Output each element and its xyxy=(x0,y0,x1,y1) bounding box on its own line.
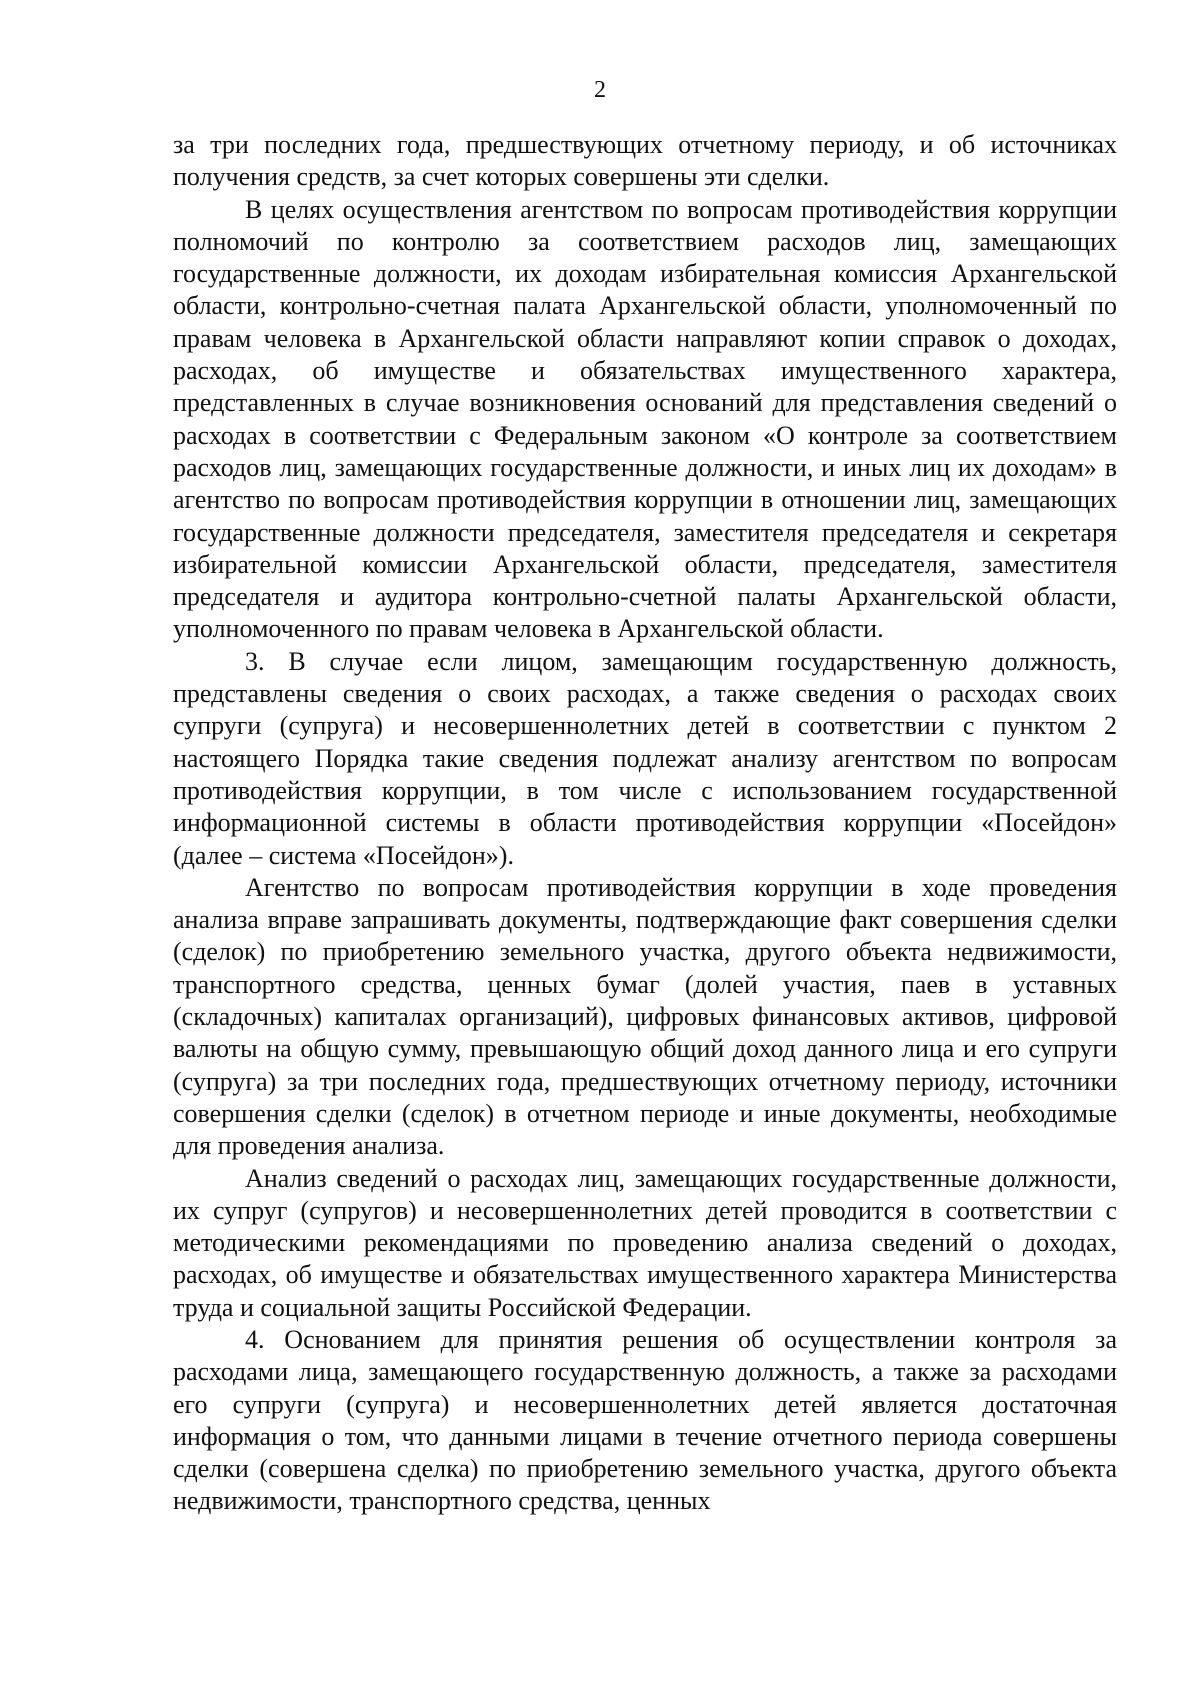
page-number: 2 xyxy=(594,77,606,103)
document-body xyxy=(173,129,1117,1518)
paragraph-copies-of-declarations: В целях осуществления агентством по вопросам противодействия коррупции полномочий по контролю за соответствием расходов лиц, замещающих государственные должности, их доходам избирательная комиссия Архангельской области, контрольно-счетная палата Архангельской области, уполномоченный по правам человека в Архангельской области направляют копии справок о доходах, расходах, об имуществе и обязательствах имущественного характера, представленных в случае возникновения оснований для представления сведений о расходах в соответствии с Федеральным законом «О контроле за соответствием расходов лиц, замещающих государственные должности, и иных лиц их доходам» в агентство по вопросам противодействия коррупции в отношении лиц, замещающих государственные должности председателя, заместителя председателя и секретаря избирательной комиссии Архангельской области, председателя, заместителя председателя и аудитора контрольно-счетной палаты Архангельской области, уполномоченного по правам человека в Архангельской области. xyxy=(173,194,1117,644)
paragraph-continuation: за три последних года, предшествующих отчетному периоду, и об источниках получения средств, за счет которых совершены эти сделки. xyxy=(173,130,1117,192)
paragraph-agency-requests: Агентство по вопросам противодействия коррупции в ходе проведения анализа вправе запрашивать документы, подтверждающие факт совершения сделки (сделок) по приобретению земельного участка, другого объекта недвижимости, транспортного средства, ценных бумаг (долей участия, паев в уставных (складочных) капиталах организаций), цифровых финансовых активов, цифровой валюты на общую сумму, превышающую общий доход данного лица и его супруги (супруга) за три последних года, предшествующих отчетному периоду, источники совершения сделки (сделок) в отчетном периоде и иные документы, необходимые для проведения анализа. xyxy=(173,872,1117,1161)
paragraph-item-4: 4. Основанием для принятия решения об осуществлении контроля за расходами лица, замещающего государственную должность, а также за расходами его супруги (супруга) и несовершеннолетних детей является достаточная информация о том, что данными лицами в течение отчетного периода совершены сделки (совершена сделка) по приобретению земельного участка, другого объекта недвижимости, транспортного средства, ценных xyxy=(173,1324,1117,1516)
paragraph-item-3: 3. В случае если лицом, замещающим государственную должность, представлены сведения о своих расходах, а также сведения о расходах своих супруги (супруга) и несовершеннолетних детей в соответствии с пунктом 2 настоящего Порядка такие сведения подлежат анализу агентством по вопросам противодействия коррупции, в том числе с использованием государственной информационной системы в области противодействия коррупции «Посейдон» (далее – система «Посейдон»). xyxy=(173,646,1117,870)
paragraph-analysis-method: Анализ сведений о расходах лиц, замещающих государственные должности, их супруг (супругов) и несовершеннолетних детей проводится в соответствии с методическими рекомендациями по проведению анализа сведений о доходах, расходах, об имуществе и обязательствах имущественного характера Министерства труда и социальной защиты Российской Федерации. xyxy=(173,1163,1117,1322)
